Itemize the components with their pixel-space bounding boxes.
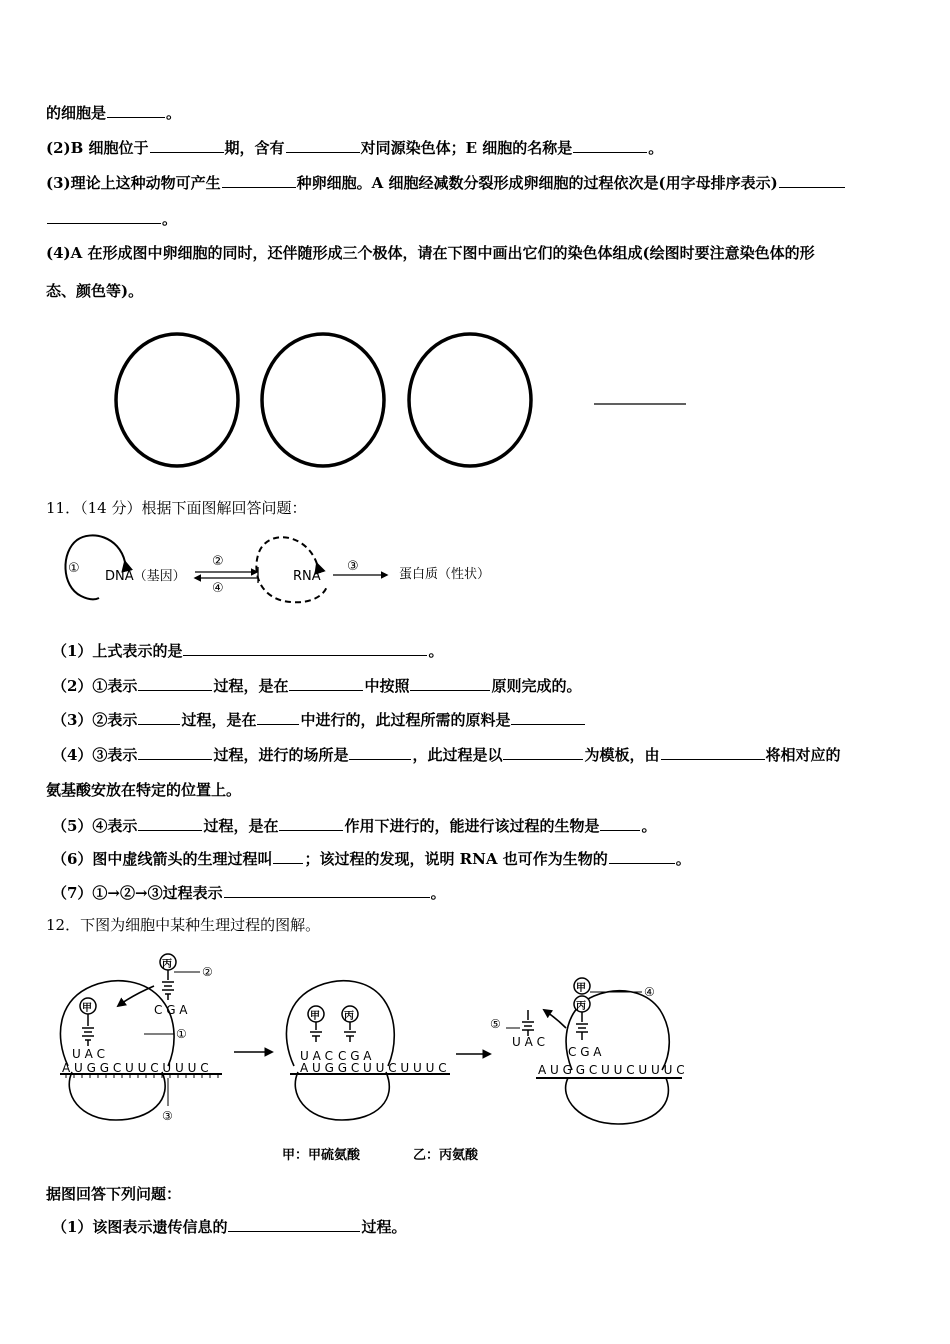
- q12-translation-diagram: [50, 948, 730, 1130]
- answer-blank[interactable]: [222, 172, 296, 188]
- q11-s7: [52, 882, 446, 903]
- text: 种卵细胞。A 细胞经减数分裂形成卵细胞的过程依次是(用字母排序表示): [296, 174, 778, 192]
- label-2: ②: [202, 965, 213, 979]
- text: 原则完成的。: [491, 677, 582, 695]
- rna-label: RNA: [293, 569, 321, 584]
- answer-blank[interactable]: [273, 848, 303, 864]
- jia-label: 甲: [576, 983, 586, 994]
- answer-blank[interactable]: [286, 137, 360, 153]
- bing-label: 丙: [162, 959, 172, 970]
- trna-bing: [162, 970, 174, 1000]
- text: 对同源染色体；E 细胞的名称是: [360, 139, 573, 157]
- answer-blank[interactable]: [600, 815, 640, 831]
- line-a1: [46, 102, 181, 123]
- q12-title: 12．下图为细胞中某种生理过程的图解。: [46, 916, 321, 934]
- circle-2[interactable]: [262, 334, 384, 466]
- label-1: ①: [176, 1027, 187, 1041]
- q11-central-dogma-diagram: [55, 528, 535, 610]
- answer-blank[interactable]: [224, 882, 430, 898]
- jia-label: 甲: [82, 1003, 92, 1014]
- answer-blank[interactable]: [138, 709, 180, 725]
- mrna-sequence: A U G G C U U C U U U C: [62, 1061, 209, 1075]
- codon-cga: C G A: [154, 1003, 188, 1017]
- answer-blank[interactable]: [47, 208, 161, 224]
- text: 。: [641, 817, 657, 835]
- answer-blank[interactable]: [138, 744, 212, 760]
- mrna-sequence: A U G G C U U C U U U C: [538, 1063, 685, 1077]
- text: （1）上式表示的是: [52, 642, 183, 660]
- text: 。: [648, 139, 664, 157]
- protein-label: 蛋白质（性状）: [399, 567, 491, 582]
- text: （7）①→②→③过程表示: [52, 884, 223, 902]
- q11-s3: [52, 709, 586, 730]
- text: (3)理论上这种动物可产生: [46, 174, 221, 192]
- answer-blank[interactable]: [228, 1216, 360, 1232]
- text: 中按照: [364, 677, 410, 695]
- label-5: ⑤: [490, 1017, 501, 1031]
- panel-3: [490, 978, 685, 1124]
- panel-2: [286, 981, 450, 1120]
- mrna-sequence: A U G G C U U C U U U C: [300, 1061, 447, 1075]
- answer-blank[interactable]: [289, 675, 363, 691]
- answer-blank[interactable]: [349, 744, 411, 760]
- jia-label: 甲: [310, 1011, 320, 1022]
- label-4: ④: [644, 985, 655, 999]
- label-2: ②: [212, 554, 224, 569]
- answer-blank[interactable]: [279, 815, 343, 831]
- dna-label: DNA（基因）: [105, 569, 186, 584]
- line-a6: 态、颜色等)。: [46, 282, 144, 300]
- text: 过程，进行的场所是: [213, 746, 349, 764]
- answer-blank[interactable]: [779, 172, 845, 188]
- text: （1）该图表示遗传信息的: [52, 1218, 228, 1236]
- text: 过程。: [361, 1218, 407, 1236]
- text: 过程，是在: [203, 817, 279, 835]
- q11-s1: [52, 640, 443, 661]
- answer-blank[interactable]: [257, 709, 299, 725]
- answer-blank[interactable]: [107, 102, 165, 118]
- answer-blank[interactable]: [183, 640, 427, 656]
- text: 中进行的，此过程所需的原料是: [300, 711, 511, 729]
- q11-s5: [52, 815, 657, 836]
- codon-cga: C G A: [338, 1049, 372, 1063]
- panel-1: [60, 954, 222, 1123]
- q11-s4b: 氨基酸安放在特定的位置上。: [46, 781, 242, 799]
- anticodon-uac: U A C: [512, 1035, 545, 1049]
- text: 。: [166, 104, 182, 122]
- answer-blank[interactable]: [503, 744, 583, 760]
- released-trna: [522, 1010, 534, 1036]
- text: 期，含有: [224, 139, 285, 157]
- line-a4: [46, 208, 177, 229]
- text: 过程，是在: [181, 711, 257, 729]
- text: 。: [430, 884, 446, 902]
- text: (2)B 细胞位于: [46, 139, 149, 157]
- polar-body-drawing-area[interactable]: [100, 325, 720, 480]
- entry-arrow: [118, 986, 154, 1006]
- text: 将相对应的: [765, 746, 841, 764]
- text: （2）①表示: [52, 677, 138, 695]
- answer-blank[interactable]: [661, 744, 765, 760]
- circle-1[interactable]: [116, 334, 238, 466]
- ribosome-small-subunit: [566, 1078, 669, 1124]
- answer-blank[interactable]: [138, 675, 212, 691]
- label-3: ③: [162, 1109, 173, 1123]
- answer-blank[interactable]: [150, 137, 224, 153]
- bing-label: 丙: [576, 1001, 586, 1012]
- legend-yi: 乙：丙氨酸: [413, 1148, 479, 1163]
- legend-jia: 甲：甲硫氨酸: [282, 1148, 361, 1163]
- q12-after: 据图回答下列问题：: [46, 1185, 182, 1203]
- ribosome-small-subunit: [295, 1072, 389, 1120]
- answer-blank[interactable]: [410, 675, 490, 691]
- text: 过程，是在: [213, 677, 289, 695]
- ribosome-small-subunit: [69, 1072, 165, 1120]
- release-arrow: [544, 1010, 566, 1028]
- trna-bing: [576, 1012, 588, 1040]
- text: （3）②表示: [52, 711, 138, 729]
- text: ，此过程是以: [412, 746, 503, 764]
- answer-blank[interactable]: [573, 137, 647, 153]
- text: 作用下进行的，能进行该过程的生物是: [344, 817, 600, 835]
- q11-s4: [52, 744, 841, 765]
- label-3: ③: [347, 559, 359, 574]
- answer-blank[interactable]: [511, 709, 585, 725]
- anticodon-uac: U A C: [300, 1049, 333, 1063]
- answer-blank[interactable]: [609, 848, 675, 864]
- answer-blank[interactable]: [138, 815, 202, 831]
- text: （4）③表示: [52, 746, 138, 764]
- anticodon-uac: U A C: [72, 1047, 105, 1061]
- trna-jia: [82, 1014, 94, 1046]
- text: （5）④表示: [52, 817, 138, 835]
- text: 。: [675, 850, 691, 868]
- line-a5: (4)A 在形成图中卵细胞的同时，还伴随形成三个极体，请在下图中画出它们的染色体组成(绘图时要注意染色体的形: [46, 244, 815, 262]
- label-1: ①: [68, 561, 80, 576]
- q12-s1: [52, 1216, 406, 1237]
- q11-title: 11．（14 分）根据下面图解回答问题：: [46, 499, 307, 517]
- text: 。: [428, 642, 444, 660]
- text: 的细胞是: [46, 104, 107, 122]
- q11-s6: [52, 848, 691, 869]
- line-a3: [46, 172, 846, 193]
- codon-cga: C G A: [568, 1045, 602, 1059]
- text: （6）图中虚线箭头的生理过程叫: [52, 850, 273, 868]
- circle-3[interactable]: [409, 334, 531, 466]
- q11-s2: [52, 675, 582, 696]
- text: 为模板，由: [584, 746, 660, 764]
- text: ；该过程的发现，说明 RNA 也可作为生物的: [304, 850, 608, 868]
- bing-label: 丙: [344, 1011, 354, 1022]
- trna-jia: [310, 1022, 322, 1042]
- line-a2: [46, 137, 663, 158]
- text: 。: [162, 210, 178, 228]
- trna-bing: [344, 1022, 356, 1042]
- label-4: ④: [212, 581, 224, 596]
